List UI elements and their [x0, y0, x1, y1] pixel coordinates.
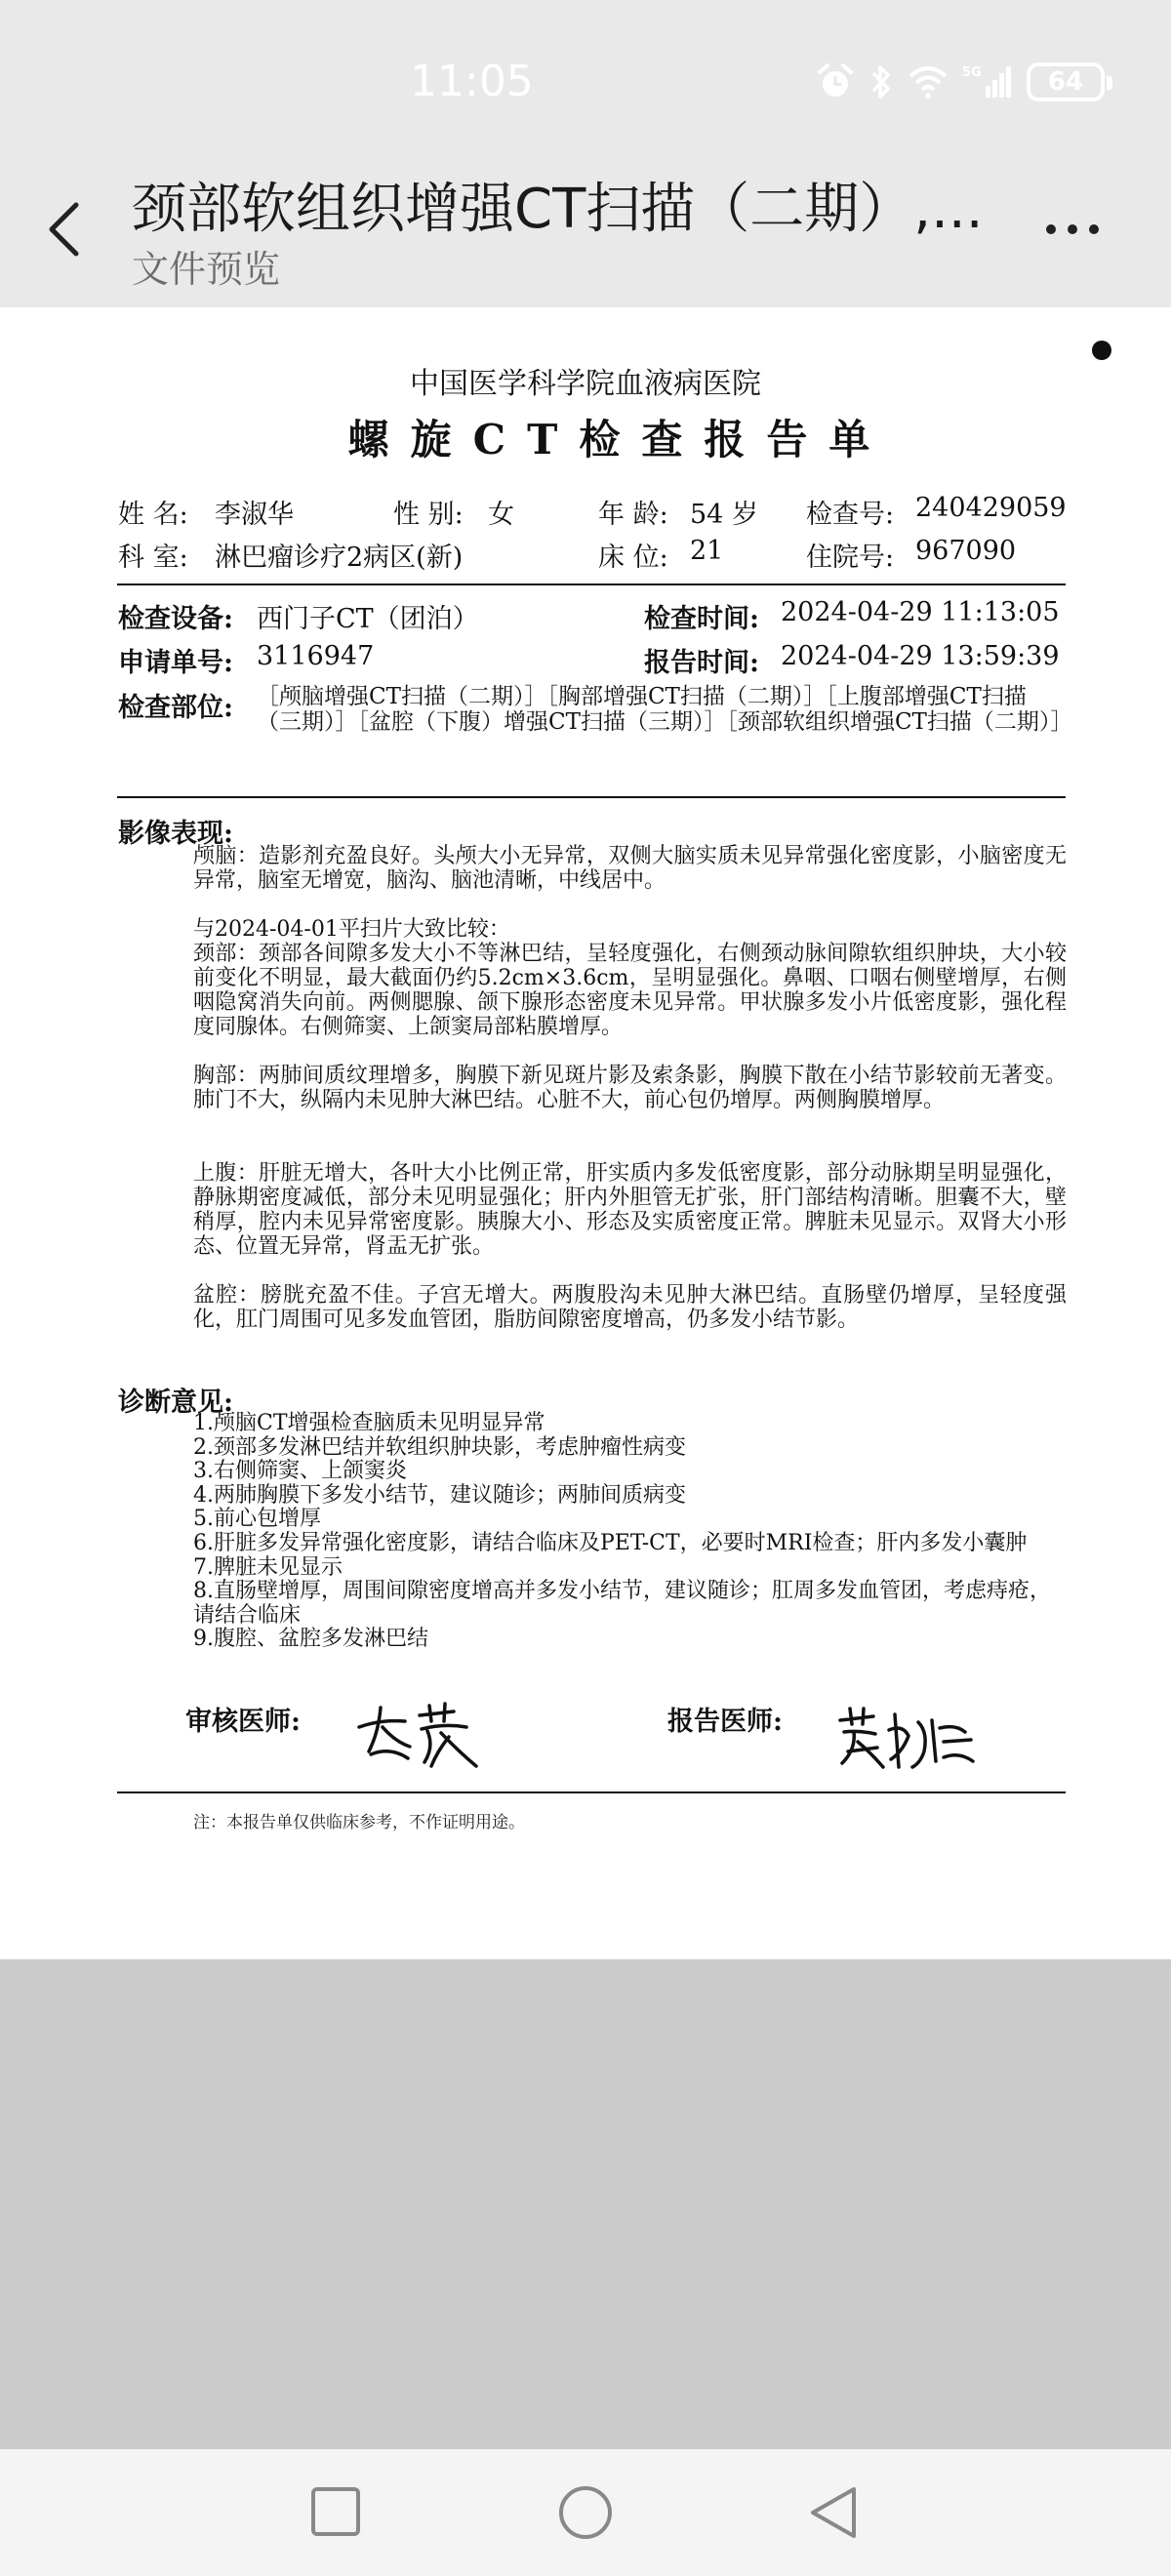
divider [117, 1791, 1066, 1793]
more-dot [1068, 224, 1077, 234]
findings-comparison: 与2024-04-01平扫片大致比较： [193, 917, 510, 942]
exam-time: 2024-04-29 11:13:05 [781, 597, 1060, 627]
report-title: 螺旋CT检查报告单 [347, 416, 892, 463]
diagnosis-item: 4.两肺胸膜下多发小结节，建议随诊；两肺间质病变 [193, 1482, 686, 1508]
bed-label: 床 位: [598, 543, 668, 573]
home-button[interactable] [556, 2483, 615, 2542]
bed: 21 [690, 536, 724, 566]
request-no: 3116947 [257, 641, 375, 671]
battery-level: 64 [1047, 67, 1084, 97]
department-label: 科 室: [118, 543, 188, 573]
diagnosis-item: 8.直肠壁增厚，周围间隙密度增高并多发小结节，建议随诊；肛周多发血管团，考虑痔疮，请结合临床 [193, 1579, 1051, 1628]
findings-chest: 胸部：两肺间质纹理增多，胸膜下新见斑片影及索条影，胸膜下散在小结节影较前无著变。肺门不大，纵隔内未见肿大淋巴结。心脏不大，前心包仍增厚。两侧胸膜增厚。 [193, 1064, 1067, 1112]
exam-time-label: 检查时间: [644, 604, 759, 634]
recent-apps-icon [307, 2483, 366, 2542]
diagnosis-list [193, 1412, 1057, 1652]
diagnosis-item: 3.右侧筛窦、上颌窦炎 [193, 1459, 407, 1484]
page-indicator-dot [1092, 341, 1111, 360]
department: 淋巴瘤诊疗2病区(新) [215, 543, 464, 573]
report-time: 2024-04-29 13:59:39 [781, 641, 1060, 671]
request-no-label: 申请单号: [118, 648, 233, 678]
svg-text:5G: 5G [962, 65, 982, 80]
signal-icon [962, 62, 1013, 101]
chevron-left-icon [37, 195, 96, 263]
diagnosis-item: 7.脾脏未见显示 [193, 1554, 343, 1580]
patient-name: 李淑华 [215, 500, 294, 530]
patient-sex-label: 性 别: [393, 500, 464, 530]
admission-no: 967090 [915, 536, 1017, 566]
diagnosis-item: 5.前心包增厚 [193, 1507, 321, 1532]
exam-parts-label: 检查部位: [118, 693, 233, 723]
more-dots-icon [1046, 224, 1056, 234]
bluetooth-icon [868, 62, 894, 101]
wifi-icon [908, 62, 949, 101]
more-dot [1089, 224, 1099, 234]
reviewer-signature [351, 1698, 488, 1771]
findings-upper-abdomen: 上腹：肝脏无增大，各叶大小比例正常，肝实质内多发低密度影，部分动脉期呈明显强化，静脉期密度减低，部分未见明显强化；肝内外胆管无扩张，肝门部结构清晰。胆囊不大，壁稍厚，腔内未见异常密度影。胰腺大小、形态及实质密度正常。脾脏未见显示。双肾大小形态、位置无异常，肾盂无扩张。 [193, 1161, 1067, 1259]
document-subtitle: 文件预览 [132, 248, 281, 291]
divider [117, 796, 1066, 798]
divider [117, 584, 1066, 585]
admission-no-label: 住院号: [806, 543, 895, 573]
patient-name-label: 姓 名: [118, 500, 188, 530]
disclaimer-note: 注：本报告单仅供临床参考，不作证明用途。 [193, 1813, 525, 1832]
exam-no-label: 检查号: [806, 500, 895, 530]
exam-no: 240429059 [915, 493, 1067, 523]
findings-brain: 颅脑：造影剂充盈良好。头颅大小无异常，双侧大脑实质未见异常强化密度影，小脑密度无异常，脑室无增宽，脑沟、脑池清晰，中线居中。 [193, 844, 1067, 893]
patient-age: 54 岁 [690, 500, 758, 530]
exam-parts: ［颅脑增强CT扫描（二期）］［胸部增强CT扫描（二期）］［上腹部增强CT扫描（三期）］［盆腔（下腹）增强CT扫描（三期）］［颈部软组织增强CT扫描（二期）］ [257, 684, 1073, 735]
report-time-label: 报告时间: [644, 648, 759, 678]
findings-pelvis: 盆腔：膀胱充盈不佳。子宫无增大。两腹股沟未见肿大淋巴结。直肠壁仍增厚，呈轻度强化，肛门周围可见多发血管团，脂肪间隙密度增高，仍多发小结节影。 [193, 1283, 1067, 1332]
patient-sex: 女 [488, 500, 514, 530]
diagnosis-item: 6.肝脏多发异常强化密度影，请结合临床及PET-CT，必要时MRI检查；肝内多发小囊肿 [193, 1530, 1028, 1555]
home-icon [556, 2483, 615, 2542]
diagnosis-item: 2.颈部多发淋巴结并软组织肿块影，考虑肿瘤性病变 [193, 1434, 686, 1460]
diagnosis-item: 9.腹腔、盆腔多发淋巴结 [193, 1627, 428, 1652]
back-nav-button[interactable] [805, 2483, 864, 2542]
alarm-icon [816, 62, 855, 101]
diagnosis-label: 诊断意见: [118, 1388, 233, 1418]
hospital-name: 中国医学科学院血液病医院 [410, 367, 761, 401]
status-icons [816, 60, 1105, 103]
battery-icon [1027, 62, 1105, 101]
reporter-signature [834, 1703, 981, 1776]
recent-apps-button[interactable] [307, 2483, 366, 2542]
device: 西门子CT（团泊） [257, 604, 479, 634]
findings-label: 影像表现: [118, 819, 233, 849]
findings-neck: 颈部：颈部各间隙多发大小不等淋巴结，呈轻度强化，右侧颈动脉间隙软组织肿块，大小较前变化不明显，最大截面仍约5.2cm×3.6cm，呈明显强化。鼻咽、口咽右侧壁增厚，右侧咽隐窝消失向前。两侧腮腺、颌下腺形态密度未见异常。甲状腺多发小片低密度影，强化程度同腺体。右侧筛窦、上颌窦局部粘膜增厚。 [193, 942, 1067, 1039]
status-time: 11:05 [410, 57, 534, 106]
reviewer-label: 审核医师: [185, 1707, 301, 1737]
document-title: 颈部软组织增强CT扫描（二期）,... [132, 178, 984, 241]
patient-age-label: 年 龄: [598, 500, 668, 530]
more-options-button[interactable] [1046, 215, 1114, 244]
device-label: 检查设备: [118, 604, 233, 634]
back-button[interactable] [37, 195, 96, 263]
diagnosis-item: 1.颅脑CT增强检查脑质未见明显异常 [193, 1411, 545, 1435]
reporter-label: 报告医师: [667, 1707, 783, 1737]
back-triangle-icon [805, 2483, 864, 2542]
